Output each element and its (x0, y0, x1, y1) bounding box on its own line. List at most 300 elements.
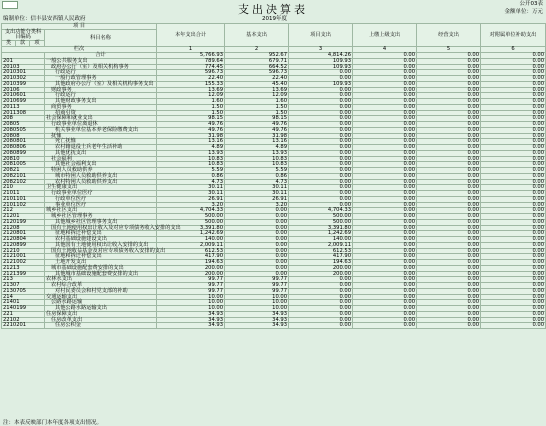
row-value: 1,242.69 (289, 231, 353, 237)
row-value: 0.00 (417, 122, 481, 128)
row-value: 0.00 (225, 214, 289, 220)
row-value: 0.00 (481, 127, 546, 133)
row-value: 0.00 (289, 196, 353, 202)
row-value: 0.00 (289, 139, 353, 145)
row-value: 34.93 (225, 317, 289, 323)
row-value: 0.00 (353, 185, 417, 191)
row-value: 0.00 (289, 76, 353, 82)
row-value: 0.00 (481, 254, 546, 260)
row-value: 10.00 (225, 294, 289, 300)
row-subject: 机关事业单位基本养老保险缴费支出 (45, 127, 157, 133)
row-code: 2140199 (2, 306, 45, 312)
row-value: 0.00 (353, 104, 417, 110)
row-code: 22102 (2, 317, 45, 323)
row-value: 0.00 (417, 248, 481, 254)
row-code: 213 (2, 277, 45, 283)
row-value: 0.00 (417, 162, 481, 168)
row-code: 212 (2, 208, 45, 214)
row-value: 0.00 (225, 242, 289, 248)
row-value: 10.00 (225, 306, 289, 312)
row-value: 10.00 (157, 294, 225, 300)
row-code: 21201 (2, 214, 45, 220)
row-value: 0.00 (417, 104, 481, 110)
row-value: 0.00 (417, 139, 481, 145)
row-value: 0.00 (481, 242, 546, 248)
header-subject: 科目名称 (45, 30, 157, 47)
row-code: 21307 (2, 283, 45, 289)
row-value: 1.60 (157, 99, 225, 105)
row-value: 0.00 (225, 231, 289, 237)
row-value: 0.00 (481, 156, 546, 162)
row-value: 49.76 (157, 127, 225, 133)
row-value: 10.00 (157, 300, 225, 306)
row-value: 500.00 (289, 214, 353, 220)
row-value: 0.00 (481, 185, 546, 191)
row-value: 0.00 (353, 64, 417, 70)
row-value: 99.77 (225, 288, 289, 294)
row-value: 0.00 (481, 231, 546, 237)
row-value: 0.00 (417, 317, 481, 323)
row-value: 4.73 (225, 179, 289, 185)
row-value: 1.50 (225, 104, 289, 110)
row-value: 0.00 (353, 242, 417, 248)
row-value: 0.00 (225, 208, 289, 214)
row-value: 0.00 (417, 58, 481, 64)
row-value: 0.00 (481, 191, 546, 197)
row-subject: 城市基础设施配套费安排的支出 (45, 265, 157, 271)
row-value: 0.00 (353, 260, 417, 266)
row-value: 0.00 (225, 237, 289, 243)
row-code: 2010302 (2, 76, 45, 82)
row-value: 0.00 (289, 185, 353, 191)
row-code: 2080505 (2, 127, 45, 133)
row-value: 34.93 (157, 311, 225, 317)
row-value: 0.00 (417, 173, 481, 179)
row-value: 417.90 (157, 254, 225, 260)
row-code: 21208 (2, 225, 45, 231)
row-value: 0.00 (417, 214, 481, 220)
row-value: 0.00 (481, 271, 546, 277)
row-value: 1.50 (225, 110, 289, 116)
row-value: 34.93 (225, 323, 289, 329)
row-value: 0.00 (417, 64, 481, 70)
row-value: 0.00 (225, 265, 289, 271)
row-subject: 其他城市基础设施配套费安排的支出 (45, 271, 157, 277)
row-value: 98.15 (225, 116, 289, 122)
row-value: 0.00 (353, 150, 417, 156)
org-name: 编制单位：信丰县安西镇人民政府 (3, 16, 86, 22)
row-value: 0.00 (417, 99, 481, 105)
row-value: 3.20 (225, 202, 289, 208)
row-value: 0.00 (417, 70, 481, 76)
header-project-exp: 项目支出 (289, 24, 353, 47)
row-subject: 合计 (45, 53, 157, 59)
row-value: 0.00 (353, 99, 417, 105)
row-subject: 一般行政管理事务 (45, 76, 157, 82)
row-value: 0.00 (417, 294, 481, 300)
row-code: 20810 (2, 156, 45, 162)
row-value: 0.00 (353, 145, 417, 151)
row-value: 0.00 (417, 237, 481, 243)
header-total: 本年支出合计 (157, 24, 225, 47)
row-value: 0.00 (481, 219, 546, 225)
row-value: 0.00 (289, 133, 353, 139)
row-value: 0.00 (481, 317, 546, 323)
col-num: 6 (481, 47, 546, 53)
row-value: 4.89 (157, 145, 225, 151)
row-value: 5.59 (157, 168, 225, 174)
row-subject: 交通运输支出 (45, 294, 157, 300)
row-subject: 城乡社区支出 (45, 208, 157, 214)
row-value: 0.00 (481, 110, 546, 116)
row-value: 0.00 (353, 139, 417, 145)
row-subject: 其他政府办公厅（室）及相关机构事务支出 (45, 81, 157, 87)
row-value: 0.00 (417, 277, 481, 283)
row-value: 0.00 (481, 306, 546, 312)
col-num: 5 (417, 47, 481, 53)
header-xiang: 项 (30, 41, 45, 47)
header-business: 经营支出 (417, 24, 481, 47)
row-code: 210 (2, 185, 45, 191)
row-value: 417.90 (289, 254, 353, 260)
report-title: 支出决算表 (238, 3, 308, 16)
row-value: 0.00 (289, 173, 353, 179)
row-value: 0.00 (353, 219, 417, 225)
row-value: 0.00 (417, 168, 481, 174)
row-subject: 行政事业单位离退休 (45, 122, 157, 128)
row-value: 0.00 (289, 277, 353, 283)
row-value: 13.69 (225, 87, 289, 93)
row-value: 500.00 (157, 214, 225, 220)
row-value: 34.93 (225, 311, 289, 317)
row-value: 0.00 (481, 196, 546, 202)
row-value: 0.00 (353, 214, 417, 220)
row-subject: 住房保障支出 (45, 311, 157, 317)
row-code: 20808 (2, 133, 45, 139)
row-code: 2080801 (2, 139, 45, 145)
row-value: 0.00 (481, 237, 546, 243)
row-value: 22.40 (225, 76, 289, 82)
row-value: 0.00 (353, 191, 417, 197)
row-value: 0.00 (417, 179, 481, 185)
row-code: 2121001 (2, 254, 45, 260)
row-value: 200.00 (289, 271, 353, 277)
row-value: 31.98 (225, 133, 289, 139)
row-value: 0.00 (481, 150, 546, 156)
row-code: 2010399 (2, 81, 45, 87)
row-value: 4,704.33 (289, 208, 353, 214)
row-value: 0.00 (289, 317, 353, 323)
row-value: 0.00 (481, 162, 546, 168)
row-value: 4,704.33 (157, 208, 225, 214)
row-value: 0.00 (353, 265, 417, 271)
row-value: 0.00 (353, 323, 417, 329)
row-subject: 社会福利 (45, 156, 157, 162)
row-subject: 公路水路运输 (45, 300, 157, 306)
row-value: 22.40 (157, 76, 225, 82)
row-subject: 对村民委员会和村党支部的补助 (45, 288, 157, 294)
row-subject: 农村综合改革 (45, 283, 157, 289)
row-subject: 事业单位医疗 (45, 202, 157, 208)
row-value: 99.77 (157, 288, 225, 294)
row-value: 0.00 (481, 311, 546, 317)
row-value: 0.00 (417, 242, 481, 248)
row-subject: 其他优抚支出 (45, 150, 157, 156)
row-value: 0.86 (157, 173, 225, 179)
row-value: 140.00 (157, 237, 225, 243)
row-code: 2010601 (2, 93, 45, 99)
row-value: 500.00 (289, 219, 353, 225)
table-row (2, 323, 546, 329)
row-value: 0.00 (353, 173, 417, 179)
row-value: 0.00 (481, 323, 546, 329)
row-value: 0.00 (481, 179, 546, 185)
row-value: 0.00 (289, 283, 353, 289)
row-value: 596.73 (157, 70, 225, 76)
row-value: 0.00 (417, 219, 481, 225)
row-value: 10.00 (225, 300, 289, 306)
header-class: 类 (2, 41, 16, 47)
row-subject: 死亡抚恤 (45, 139, 157, 145)
report-year: 2019年度 (262, 16, 287, 22)
row-value: 0.00 (289, 323, 353, 329)
form-code: 公开03表 (519, 1, 543, 7)
row-value: 3.20 (157, 202, 225, 208)
row-value: 0.00 (481, 139, 546, 145)
row-value: 0.00 (353, 202, 417, 208)
row-code: 2130705 (2, 288, 45, 294)
header-subsidy: 对附属单位补助支出 (481, 24, 546, 47)
row-value: 0.00 (417, 306, 481, 312)
row-subject: 其他城乡社区管理事务支出 (45, 219, 157, 225)
row-value: 0.00 (417, 225, 481, 231)
row-value: 49.76 (157, 122, 225, 128)
row-value: 0.00 (481, 225, 546, 231)
row-value: 0.00 (353, 271, 417, 277)
row-value: 0.00 (289, 104, 353, 110)
row-subject: 住房公积金 (45, 323, 157, 329)
row-value: 13.16 (225, 139, 289, 145)
row-value: 789.64 (157, 58, 225, 64)
row-value: 0.00 (417, 260, 481, 266)
row-value: 0.00 (417, 254, 481, 260)
row-value: 0.00 (481, 58, 546, 64)
row-value: 0.00 (353, 116, 417, 122)
row-value: 26.91 (157, 196, 225, 202)
row-code: 221 (2, 311, 45, 317)
row-value: 200.00 (157, 271, 225, 277)
header-project: 项 目 (2, 24, 157, 30)
row-value: 0.00 (417, 145, 481, 151)
row-value: 0.00 (481, 145, 546, 151)
row-code: 2082101 (2, 173, 45, 179)
row-value: 0.00 (289, 288, 353, 294)
row-value: 0.00 (481, 168, 546, 174)
row-value: 0.00 (417, 311, 481, 317)
row-code: 20821 (2, 168, 45, 174)
row-value: 0.00 (289, 93, 353, 99)
row-value: 13.16 (157, 139, 225, 145)
row-value: 49.76 (225, 127, 289, 133)
row-value: 10.83 (225, 162, 289, 168)
row-subject: 农林水支出 (45, 277, 157, 283)
row-value: 99.77 (157, 277, 225, 283)
row-value: 664.52 (225, 64, 289, 70)
col-num: 4 (353, 47, 417, 53)
row-code: 20113 (2, 104, 45, 110)
row-value: 0.00 (481, 202, 546, 208)
row-subject: 农村特困人员救助供养支出 (45, 179, 157, 185)
row-value: 200.00 (157, 265, 225, 271)
row-subject: 征地和拆迁补偿支出 (45, 254, 157, 260)
row-value: 0.00 (289, 162, 353, 168)
row-value: 0.00 (289, 191, 353, 197)
row-value: 49.76 (225, 122, 289, 128)
row-code: 201 (2, 58, 45, 64)
row-value: 0.00 (225, 225, 289, 231)
row-value: 0.00 (417, 231, 481, 237)
row-subject: 特困人员救助供养 (45, 168, 157, 174)
col-num: 2 (225, 47, 289, 53)
row-value: 0.00 (417, 283, 481, 289)
row-value: 0.00 (289, 294, 353, 300)
row-value: 0.00 (353, 127, 417, 133)
row-value: 0.00 (417, 156, 481, 162)
row-value: 0.00 (225, 260, 289, 266)
row-value: 0.00 (417, 185, 481, 191)
row-code: 2121002 (2, 260, 45, 266)
row-value: 5,766.93 (157, 53, 225, 59)
row-value: 0.00 (289, 300, 353, 306)
row-value: 0.00 (417, 87, 481, 93)
row-subject: 行政事业单位医疗 (45, 191, 157, 197)
row-value: 0.00 (289, 156, 353, 162)
row-subject: 商贸事务 (45, 104, 157, 110)
row-value: 0.00 (353, 110, 417, 116)
footer-note: 注：本表反映部门本年度各项支出情况。 (3, 420, 103, 426)
row-subject: 行政运行 (45, 70, 157, 76)
row-value: 26.91 (225, 196, 289, 202)
row-value: 0.00 (353, 248, 417, 254)
row-value: 31.98 (157, 133, 225, 139)
row-value: 0.00 (481, 294, 546, 300)
row-value: 0.00 (353, 133, 417, 139)
row-value: 0.00 (289, 145, 353, 151)
row-value: 0.00 (353, 317, 417, 323)
row-subject: 政府办公厅（室）及相关机构事务 (45, 64, 157, 70)
row-value: 2,009.11 (157, 242, 225, 248)
row-value: 596.73 (225, 70, 289, 76)
row-value: 1.60 (225, 99, 289, 105)
row-value: 10.00 (157, 306, 225, 312)
row-value: 0.00 (481, 260, 546, 266)
col-num: 1 (157, 47, 225, 53)
row-value: 0.00 (481, 248, 546, 254)
row-code: 2080806 (2, 145, 45, 151)
row-value: 0.00 (353, 122, 417, 128)
row-subject: 招商引资 (45, 110, 157, 116)
row-value: 0.00 (481, 76, 546, 82)
row-value: 1.50 (157, 104, 225, 110)
row-value: 45.40 (225, 81, 289, 87)
row-value: 0.00 (289, 306, 353, 312)
row-value: 2,009.11 (289, 242, 353, 248)
row-value: 13.93 (157, 150, 225, 156)
expenditure-table (1, 23, 546, 329)
unit-label: 金额单位：万元 (504, 9, 543, 15)
row-value: 0.00 (353, 156, 417, 162)
row-value: 0.00 (289, 179, 353, 185)
row-value: 0.00 (481, 277, 546, 283)
row-value: 0.00 (417, 133, 481, 139)
row-value: 0.00 (481, 208, 546, 214)
row-subject: 行政单位医疗 (45, 196, 157, 202)
row-value: 109.93 (289, 81, 353, 87)
row-value: 0.00 (353, 225, 417, 231)
row-value: 0.00 (353, 179, 417, 185)
row-value: 612.53 (289, 248, 353, 254)
row-value: 612.53 (157, 248, 225, 254)
row-value: 0.00 (353, 53, 417, 59)
row-value: 0.86 (225, 173, 289, 179)
row-value: 0.00 (289, 127, 353, 133)
row-value: 10.83 (225, 156, 289, 162)
row-value: 0.00 (353, 168, 417, 174)
row-subject: 一般公共服务支出 (45, 58, 157, 64)
row-subject: 征地和拆迁补偿支出 (45, 231, 157, 237)
row-value: 99.77 (225, 277, 289, 283)
row-value: 0.00 (481, 133, 546, 139)
header-func-code: 支出功能分类科目编码 (2, 30, 45, 41)
row-value: 109.93 (289, 64, 353, 70)
row-value: 0.00 (481, 214, 546, 220)
row-value: 0.00 (417, 323, 481, 329)
row-subject: 行政运行 (45, 93, 157, 99)
row-value: 13.69 (157, 87, 225, 93)
row-value: 30.11 (157, 191, 225, 197)
row-code: 20805 (2, 122, 45, 128)
row-value: 0.00 (417, 288, 481, 294)
row-value: 155.33 (157, 81, 225, 87)
row-value: 0.00 (225, 219, 289, 225)
row-subject: 抚恤 (45, 133, 157, 139)
row-value: 0.00 (417, 76, 481, 82)
row-subject: 农村籍退役士兵老年生活补助 (45, 145, 157, 151)
row-value: 0.00 (353, 81, 417, 87)
row-value: 0.00 (353, 237, 417, 243)
row-value: 0.00 (289, 99, 353, 105)
row-value: 0.00 (417, 116, 481, 122)
row-code: 2120899 (2, 242, 45, 248)
row-value: 0.00 (225, 248, 289, 254)
row-value: 0.00 (417, 81, 481, 87)
row-value: 0.00 (289, 150, 353, 156)
row-code: 2081005 (2, 162, 45, 168)
row-value: 30.11 (157, 185, 225, 191)
row-value: 4.73 (157, 179, 225, 185)
row-value: 34.93 (157, 317, 225, 323)
row-value: 0.00 (353, 196, 417, 202)
row-value: 3,391.80 (157, 225, 225, 231)
row-value: 0.00 (353, 288, 417, 294)
row-value: 500.00 (157, 219, 225, 225)
row-value: 0.00 (481, 300, 546, 306)
row-value: 0.00 (481, 70, 546, 76)
row-code: 21213 (2, 265, 45, 271)
row-value: 34.93 (157, 323, 225, 329)
row-value: 0.00 (289, 202, 353, 208)
row-code: 2010301 (2, 70, 45, 76)
